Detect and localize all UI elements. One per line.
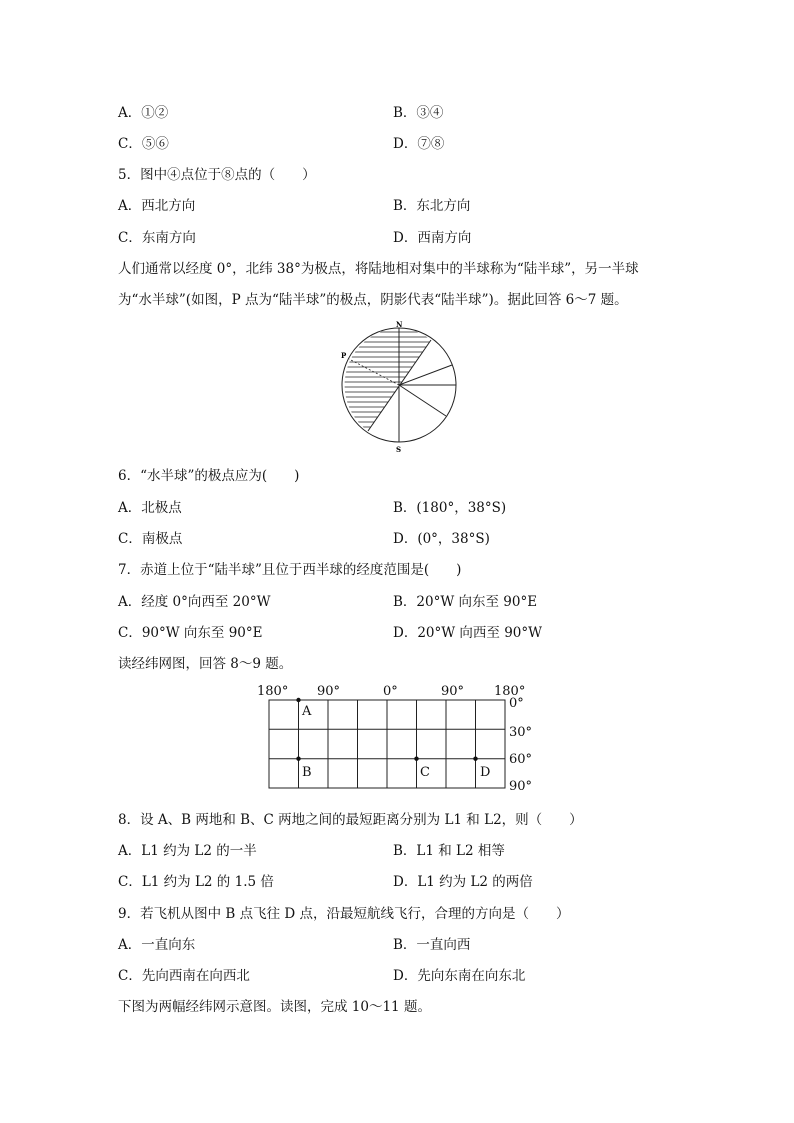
q7-option-b: B．20°W 向东至 90°E — [393, 594, 538, 610]
q7-option-a: A．经度 0°向西至 20°W — [118, 594, 271, 610]
q9-option-b: B．一直向西 — [393, 937, 471, 953]
north-label: N — [396, 320, 403, 329]
intro-10-11: 下图为两幅经纬网示意图。读图，完成 10～11 题。 — [118, 999, 431, 1015]
top-label-180e: 180° — [494, 684, 526, 699]
q4-option-b: B．③④ — [393, 105, 444, 121]
south-label: S — [396, 445, 402, 454]
q5-option-d: D．西南方向 — [393, 230, 472, 246]
q6-option-d: D．(0°，38°S) — [393, 531, 490, 547]
top-label-90e: 90° — [441, 684, 465, 699]
q5-option-a: A．西北方向 — [118, 198, 196, 214]
q8-stem: 8．设 A、B 两地和 B、C 两地之间的最短距离分别为 L1 和 L2，则（ ） — [118, 812, 583, 828]
q9-option-d: D．先向东南在向东北 — [393, 968, 526, 984]
q4-option-d: D．⑦⑧ — [393, 136, 445, 152]
right-label-30: 30° — [509, 725, 533, 740]
top-label-90w: 90° — [317, 684, 341, 699]
intro-8-9: 读经纬网图，回答 8～9 题。 — [118, 656, 293, 672]
q4-option-a: A．①② — [118, 105, 169, 121]
hemisphere-diagram — [336, 318, 466, 458]
hemisphere-figure — [336, 318, 466, 458]
intro-6-7-line1: 人们通常以经度 0°，北纬 38°为极点，将陆地相对集中的半球称为“陆半球”，另一半球 — [118, 261, 639, 277]
graticule-figure — [255, 682, 545, 798]
right-label-60: 60° — [509, 752, 533, 767]
point-d-dot — [473, 757, 477, 761]
q9-stem: 9．若飞机从图中 B 点飞往 D 点，沿最短航线飞行，合理的方向是（ ） — [118, 906, 570, 922]
intro-6-7-line2: 为“水半球”(如图，P 点为“陆半球”的极点，阴影代表“陆半球”)。据此回答 6～7 题。 — [118, 292, 628, 308]
q7-option-c: C．90°W 向东至 90°E — [118, 625, 263, 641]
point-b-dot — [296, 757, 300, 761]
q7-stem: 7．赤道上位于“陆半球”且位于西半球的经度范围是( ) — [118, 562, 462, 578]
p-point-label: P — [341, 351, 347, 360]
q8-option-c: C．L1 约为 L2 的 1.5 倍 — [118, 874, 274, 890]
q8-option-b: B．L1 和 L2 相等 — [393, 843, 505, 859]
q6-option-a: A．北极点 — [118, 500, 182, 516]
q9-option-a: A．一直向东 — [118, 937, 196, 953]
q6-option-c: C．南极点 — [118, 531, 183, 547]
q8-option-a: A．L1 约为 L2 的一半 — [118, 843, 257, 859]
right-label-90: 90° — [509, 779, 533, 794]
q5-option-c: C．东南方向 — [118, 230, 196, 246]
point-a-dot — [296, 698, 300, 702]
top-label-180w: 180° — [257, 684, 289, 699]
point-c-dot — [414, 757, 418, 761]
q7-option-d: D．20°W 向西至 90°W — [393, 625, 543, 641]
right-label-0: 0° — [509, 696, 524, 711]
q5-option-b: B．东北方向 — [393, 198, 471, 214]
point-d-label: D — [480, 765, 491, 780]
q4-option-c: C．⑤⑥ — [118, 136, 169, 152]
q6-stem: 6．“水半球”的极点应为( ) — [118, 468, 300, 484]
graticule-diagram — [255, 682, 545, 798]
q8-option-d: D．L1 约为 L2 的两倍 — [393, 874, 533, 890]
q6-option-b: B．(180°，38°S) — [393, 500, 507, 516]
top-label-0: 0° — [383, 684, 398, 699]
point-b-label: B — [302, 765, 312, 780]
q9-option-c: C．先向西南在向西北 — [118, 968, 250, 984]
q5-stem: 5．图中④点位于⑧点的（ ） — [118, 167, 316, 183]
point-c-label: C — [420, 765, 430, 780]
point-a-label: A — [302, 704, 312, 719]
